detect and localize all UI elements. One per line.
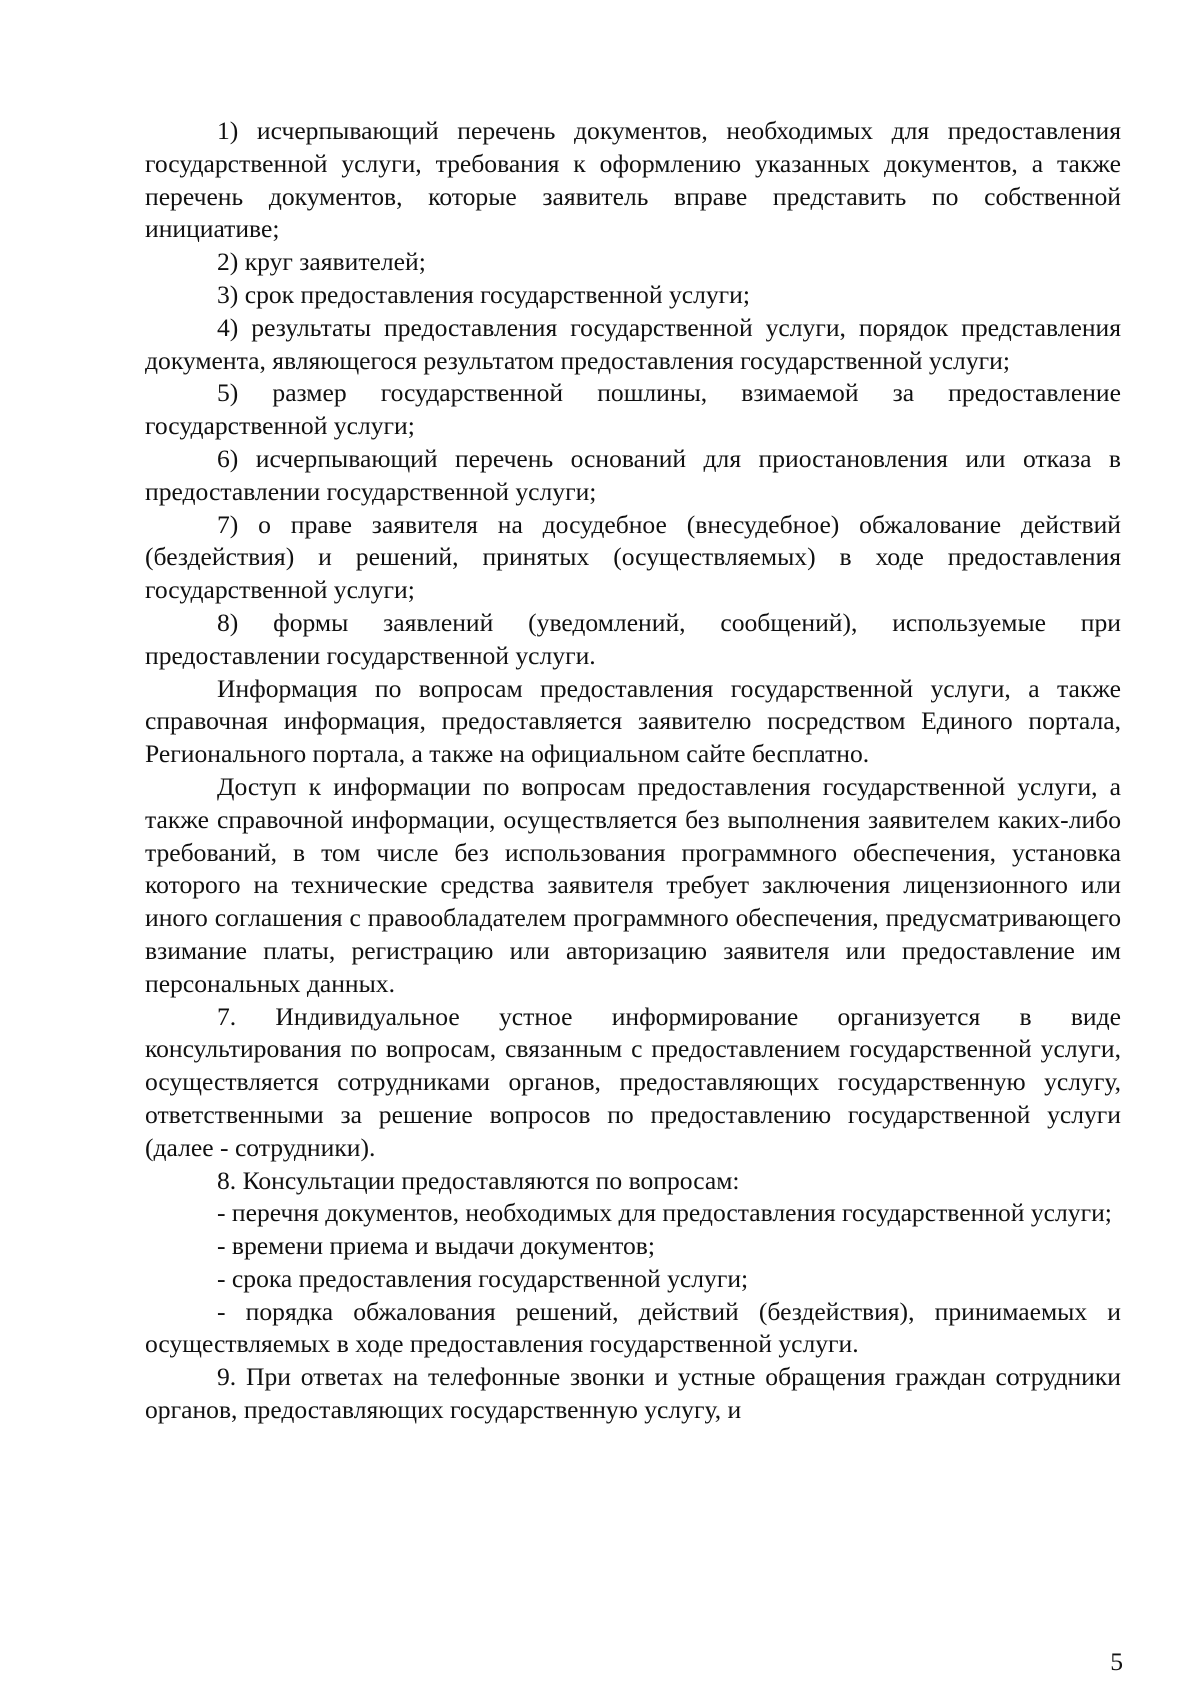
list-item-2: 2) круг заявителей; [217, 247, 426, 277]
section-7-paragraph: 7. Индивидуальное устное информирование организуется в виде консультирования по вопросам, связанным с предоставлением государственной услуги, осуществляется сотрудниками органов, предоставляющих государственную услугу, ответственными за решение вопросов по предоставлению государственной услуги (далее - сотрудники). [145, 1001, 1121, 1162]
list-item-8: 8) формы заявлений (уведомлений, сообщений), используемые при предоставлении государственной услуги. [145, 607, 1121, 670]
section-8-heading: 8. Консультации предоставляются по вопросам: [217, 1165, 740, 1195]
consultation-item-appeal: - порядка обжалования решений, действий (бездействия), принимаемых и осуществляемых в ходе предоставления государственной услуги. [145, 1296, 1121, 1359]
consultation-item-documents: - перечня документов, необходимых для предоставления государственной услуги; [217, 1198, 1112, 1228]
consultation-item-service-term: - срока предоставления государственной услуги; [217, 1263, 749, 1293]
consultation-item-reception-time: - времени приема и выдачи документов; [217, 1231, 655, 1261]
section-9-paragraph: 9. При ответах на телефонные звонки и устные обращения граждан сотрудники органов, предоставляющих государственную услугу, и [145, 1362, 1121, 1425]
paragraph-info-portal: Информация по вопросам предоставления государственной услуги, а также справочная информация, предоставляется заявителю посредством Единого портала, Регионального портала, а также на официальном сайте бесплатно. [145, 673, 1121, 769]
list-item-3: 3) срок предоставления государственной услуги; [217, 279, 750, 309]
list-item-4: 4) результаты предоставления государственной услуги, порядок представления документа, являющегося результатом предоставления государственной услуги; [145, 312, 1121, 375]
document-body [145, 115, 1121, 1427]
list-item-7: 7) о праве заявителя на досудебное (внесудебное) обжалование действий (бездействия) и решений, принятых (осуществляемых) в ходе предоставления государственной услуги; [145, 509, 1121, 605]
page-number: 5 [1110, 1647, 1123, 1676]
list-item-6: 6) исчерпывающий перечень оснований для приостановления или отказа в предоставлении государственной услуги; [145, 443, 1121, 506]
list-item-1: 1) исчерпывающий перечень документов, необходимых для предоставления государственной услуги, требования к оформлению указанных документов, а также перечень документов, которые заявитель вправе представить по собственной инициативе; [145, 116, 1121, 244]
paragraph-info-access: Доступ к информации по вопросам предоставления государственной услуги, а также справочной информации, осуществляется без выполнения заявителем каких-либо требований, в том числе без использования программного обеспечения, установка которого на технические средства заявителя требует заключения лицензионного или иного соглашения с правообладателем программного обеспечения, предусматривающего взимание платы, регистрацию или авторизацию заявителя или предоставление им персональных данных. [145, 771, 1121, 998]
list-item-5: 5) размер государственной пошлины, взимаемой за предоставление государственной услуги; [145, 378, 1121, 441]
